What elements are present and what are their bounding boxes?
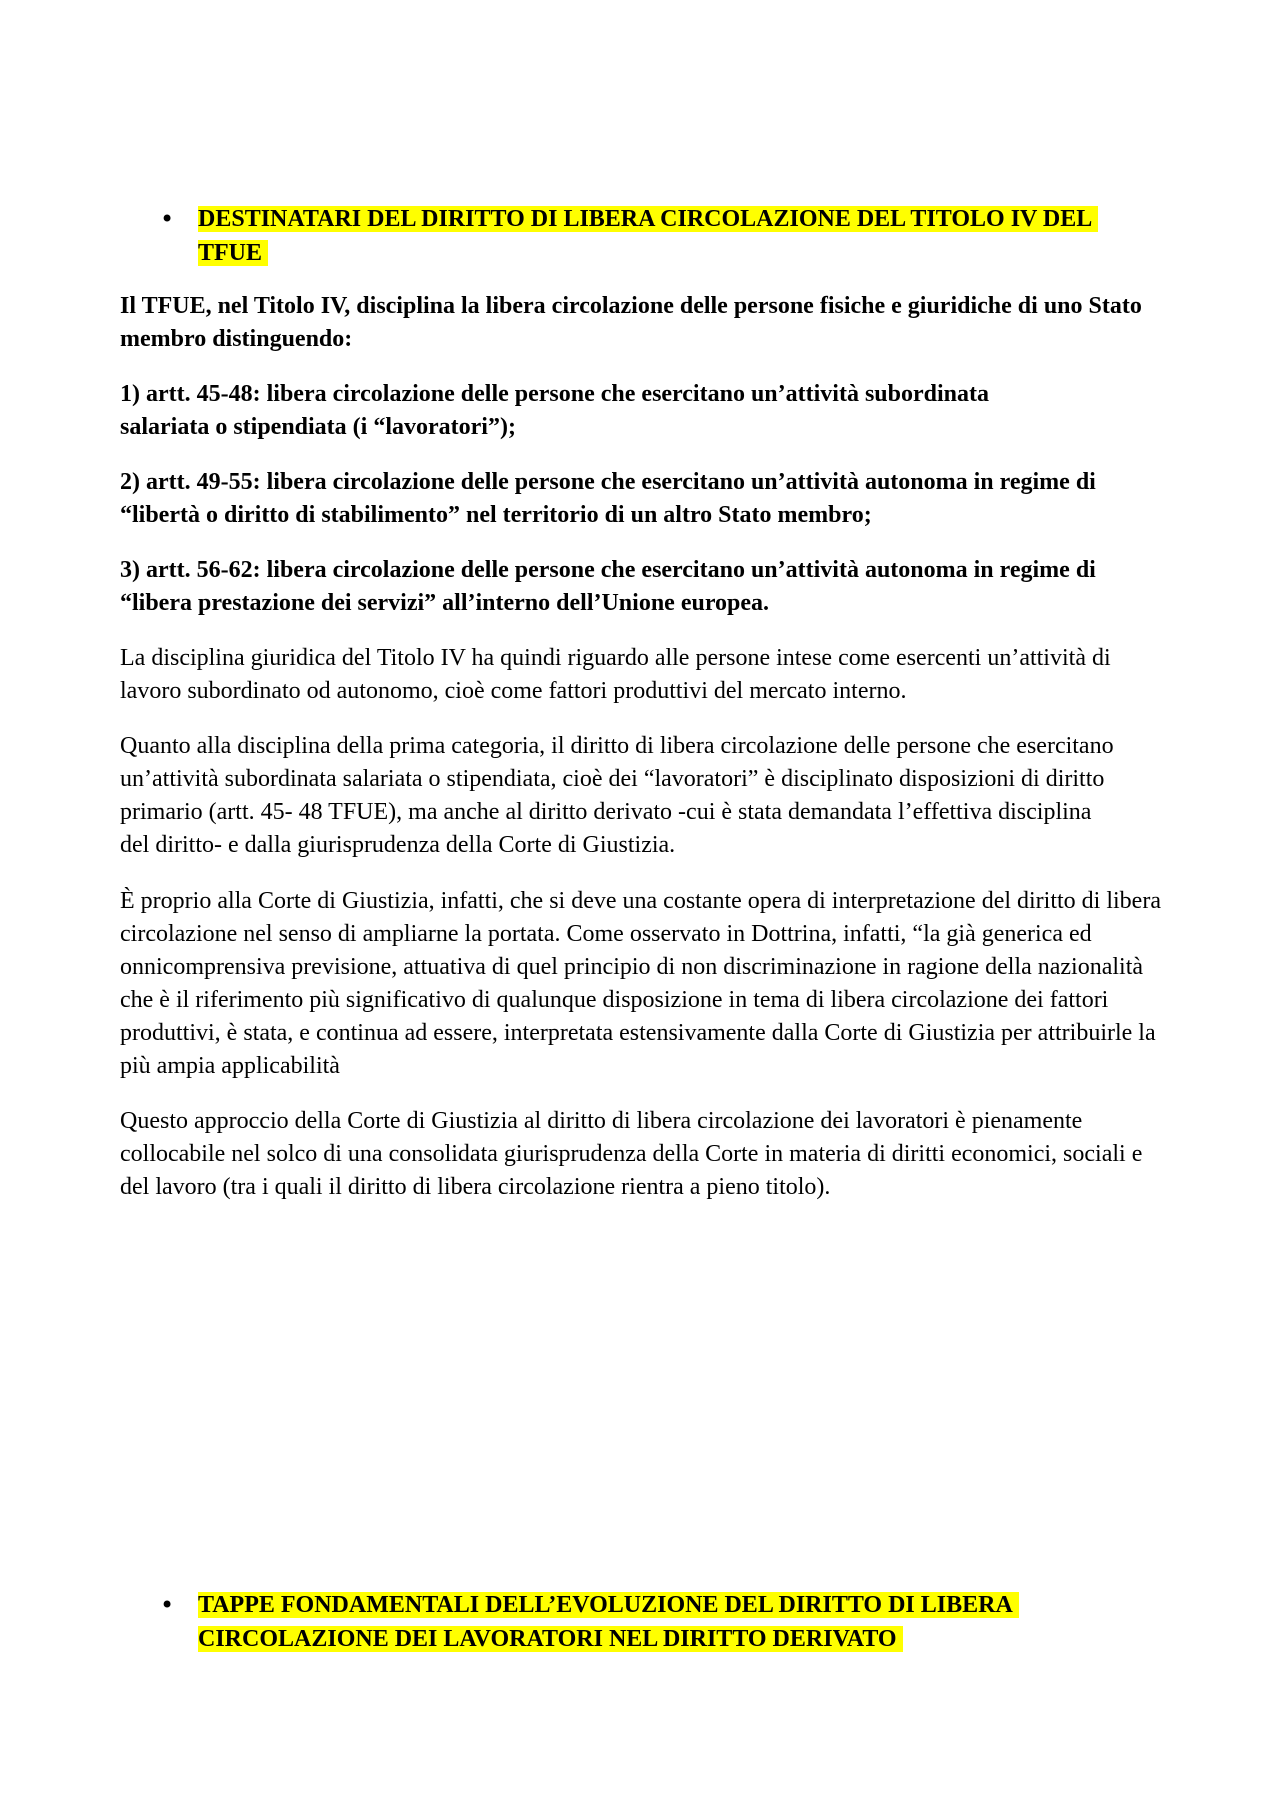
bullet-icon: •	[160, 205, 175, 233]
paragraph-body-4: Questo approccio della Corte di Giustizia al diritto di libera circolazione dei lavoratori è pienamente collocabile nel solco di una consolidata giurisprudenza della Corte in materia di diritti economici, sociali e del lavoro (tra i quali il diritto di libera circolazione rientra a pieno titolo).	[120, 1108, 1143, 1200]
paragraph-intro: Il TFUE, nel Titolo IV, disciplina la libera circolazione delle persone fisiche e giuridiche di uno Stato membro distinguendo:	[120, 293, 1142, 352]
section-heading-2-text: TAPPE FONDAMENTALI DELL’EVOLUZIONE DEL DIRITTO DI LIBERA CIRCOLAZIONE DEI LAVORATORI NEL DIRITTO DERIVATO	[198, 1592, 1019, 1652]
paragraph-body-3: È proprio alla Corte di Giustizia, infatti, che si deve una costante opera di interpretazione del diritto di libera circolazione nel senso di ampliarne la portata. Come osservato in Dottrina, infatti, “la già generica ed onnicomprensiva previsione, attuativa di quel principio di non discriminazione in ragione della nazionalità che è il riferimento più significativo di qualunque disposizione in tema di libera circolazione dei fattori produttivi, è stata, e continua ad essere, interpretata estensivamente dalla Corte di Giustizia per attribuirle la più ampia applicabilità	[120, 888, 1161, 1079]
paragraph-item-2: 2) artt. 49-55: libera circolazione delle persone che esercitano un’attività autonoma in regime di “libertà o diritto di stabilimento” nel territorio di un altro Stato membro;	[120, 469, 1096, 528]
paragraph-item-3: 3) artt. 56-62: libera circolazione delle persone che esercitano un’attività autonoma in regime di “libera prestazione dei servizi” all’interno dell’Unione europea.	[120, 557, 1096, 616]
section-heading-1-text: DESTINATARI DEL DIRITTO DI LIBERA CIRCOLAZIONE DEL TITOLO IV DEL TFUE	[198, 206, 1098, 266]
paragraph-body-1: La disciplina giuridica del Titolo IV ha quindi riguardo alle persone intese come esercenti un’attività di lavoro subordinato od autonomo, cioè come fattori produttivi del mercato interno.	[120, 645, 1111, 704]
paragraph-item-1: 1) artt. 45-48: libera circolazione delle persone che esercitano un’attività subordinata salariata o stipendiata (i “lavoratori”);	[120, 381, 989, 440]
bullet-icon: •	[160, 1591, 175, 1619]
paragraph-body-2: Quanto alla disciplina della prima categoria, il diritto di libera circolazione delle persone che esercitano un’attività subordinata salariata o stipendiata, cioè dei “lavoratori” è disciplinato disposizioni di diritto primario (artt. 45- 48 TFUE), ma anche al diritto derivato -cui è stata demandata l’effettiva disciplina del diritto- e dalla giurisprudenza della Corte di Giustizia.	[120, 733, 1114, 858]
